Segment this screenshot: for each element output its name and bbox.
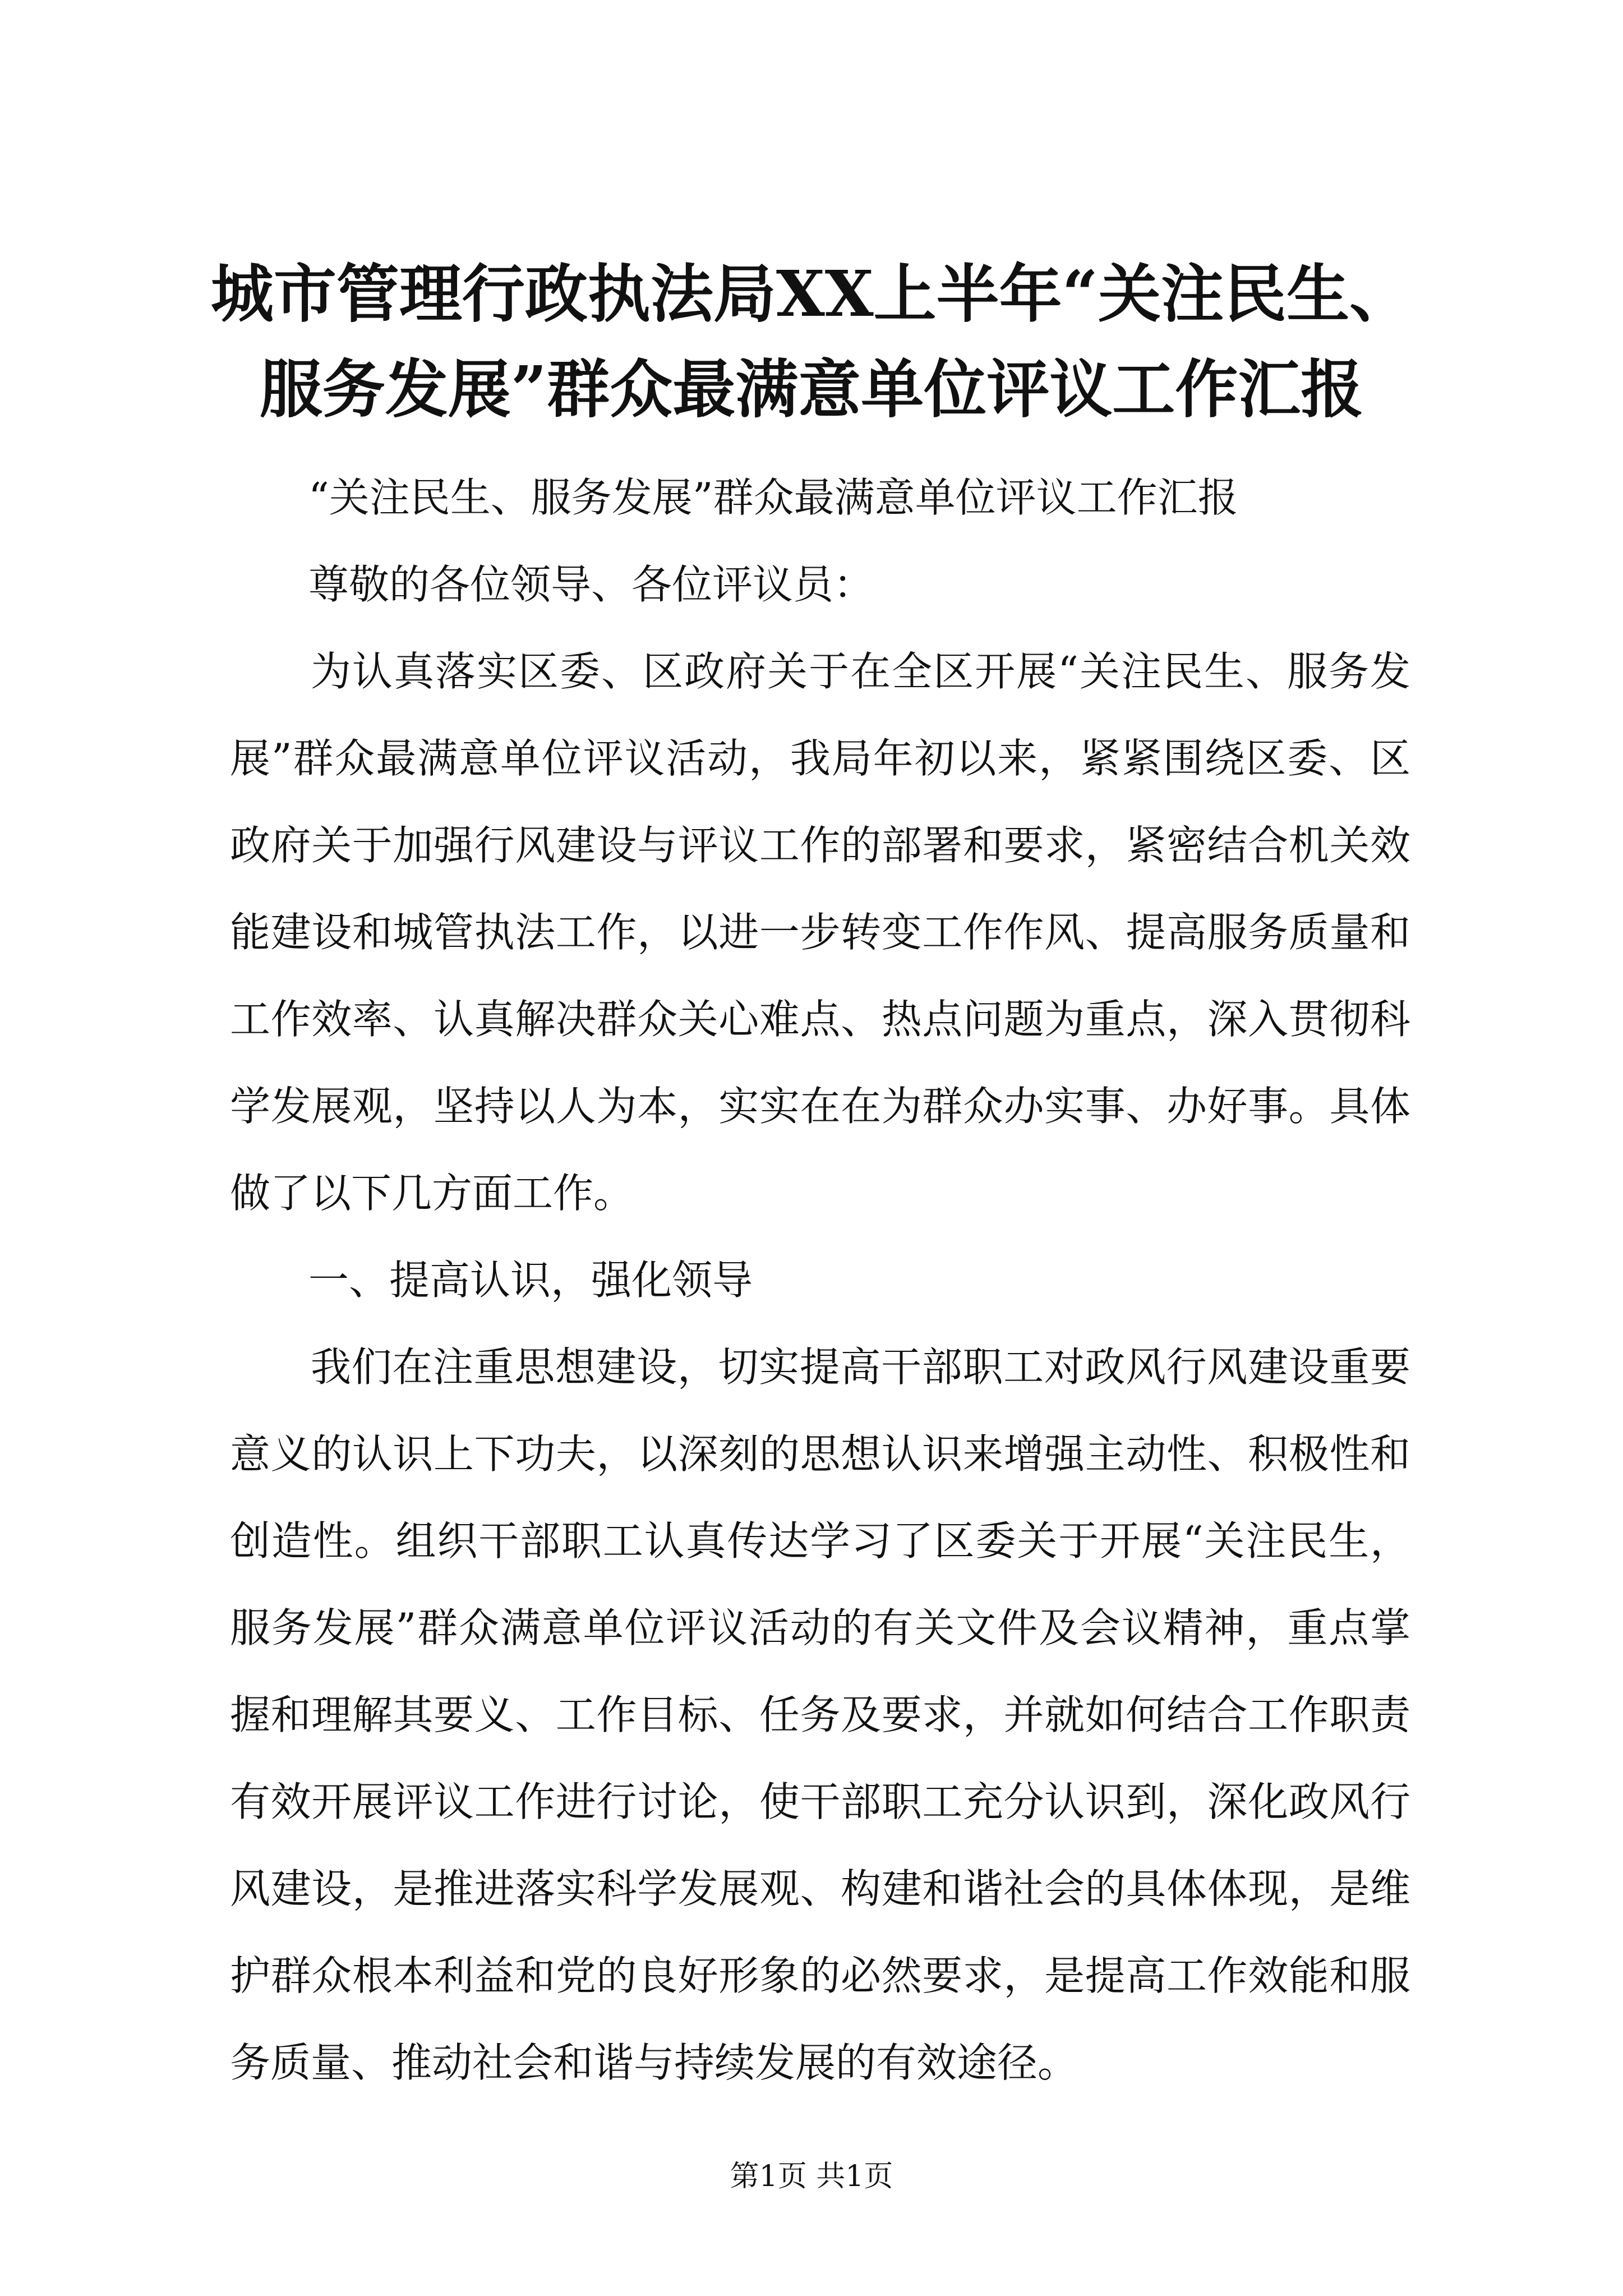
section-heading-1: 一、提高认识，强化领导: [308, 1257, 753, 1304]
greeting: 尊敬的各位领导、各位评议员：: [308, 561, 874, 608]
page-footer: 第1页 共1页: [730, 2160, 893, 2193]
document-subtitle: “关注民生、服务发展”群众最满意单位评议工作汇报: [308, 474, 1238, 521]
document-title: [185, 247, 1438, 438]
paragraph-section-1: 我们在注重思想建设，切实提高干部职工对政风行风建设重要意义的认识上下功夫，以深刻的思想认识来增强主动性、积极性和创造性。组织干部职工认真传达学习了区委关于开展“关注民生，服务发展”群众满意单位评议活动的有关文件及会议精神，重点掌握和理解其要义、工作目标、任务及要求，并就如何结合工作职责有效开展评议工作进行讨论，使干部职工充分认识到，深化政风行风建设，是推进落实科学发展观、构建和谐社会的具体体现，是维护群众根本利益和党的良好形象的必然要求，是提高工作效能和服务质量、推动社会和谐与持续发展的有效途径。: [230, 1343, 1410, 2086]
document-body: [230, 454, 1410, 2106]
paragraph-intro: 为认真落实区委、区政府关于在全区开展“关注民生、服务发展”群众最满意单位评议活动，我局年初以来，紧紧围绕区委、区政府关于加强行风建设与评议工作的部署和要求，紧密结合机关效能建设和城管执法工作，以进一步转变工作作风、提高服务质量和工作效率、认真解决群众关心难点、热点问题为重点，深入贯彻科学发展观，坚持以人为本，实实在在为群众办实事、办好事。具体做了以下几方面工作。: [230, 648, 1410, 1217]
document-title-line-1: 城市管理行政执法局XX上半年“关注民生、: [210, 257, 1413, 331]
document-title-line-2: 服务发展”群众最满意单位评议工作汇报: [259, 353, 1364, 426]
